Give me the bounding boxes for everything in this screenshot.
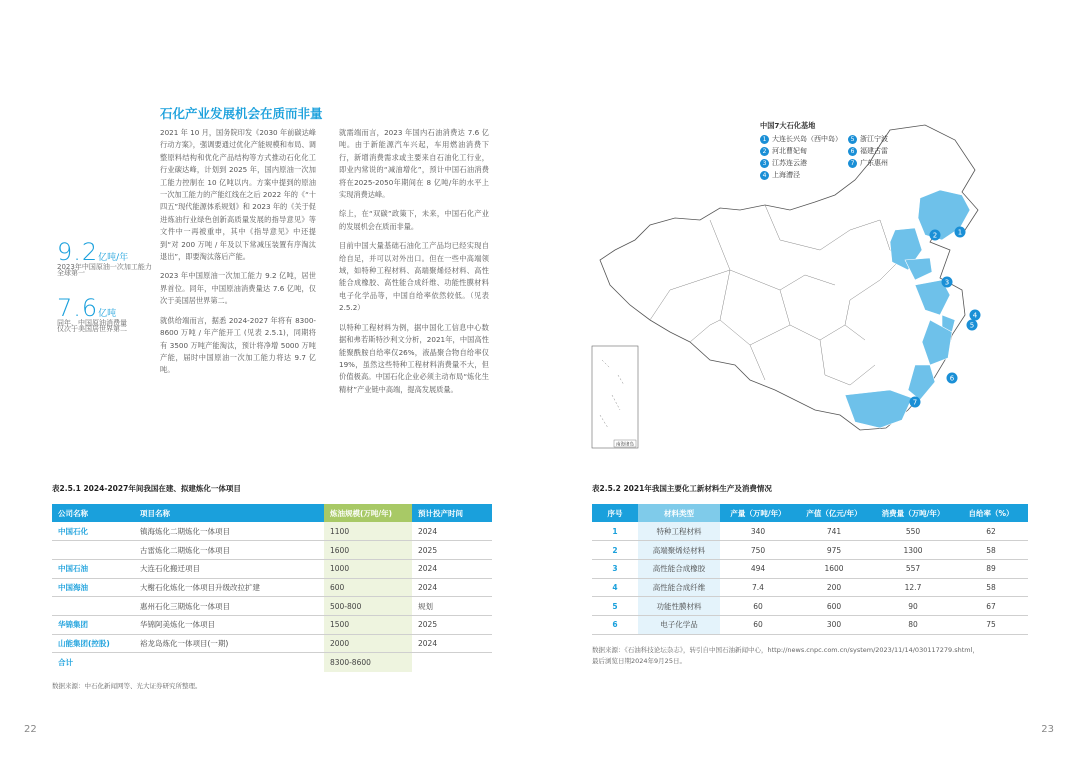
cell-self-sufficiency: 67 <box>954 597 1028 616</box>
cell-capacity: 8300-8600 <box>324 653 412 672</box>
cell-project: 大榭石化炼化一体项目升级改拉扩建 <box>134 578 324 597</box>
south-china-sea-inset <box>592 346 638 448</box>
map-legend <box>760 121 928 180</box>
inset-label: 南海诸岛 <box>616 442 634 448</box>
header-project: 项目名称 <box>134 504 324 522</box>
table-row <box>52 597 492 616</box>
table-header-row <box>592 504 1028 522</box>
paragraph: 就需端而言，2023 年国内石油消费达 7.6 亿吨。由于新能源汽车兴起，车用燃油消费下行，新增消费需求或主要来自石油化工行业，即业内常说的“减油增化”，预计中国石油消费将在2025-2050年期间在 8 亿吨/年的水平上实现消费达峰。 <box>339 128 489 200</box>
cell-material: 特种工程材料 <box>638 522 720 541</box>
paragraph: 2021 年 10 月，国务院印发《2030 年前碳达峰行动方案》，强调要通过优化产能规模和布局、调整原料结构和优化产品结构等方式推动石化化工行业碳达峰，计划到 2025 年，国内原油一次加工能力控制在 10 亿吨以内。方案中提到的原油一次加工能力的产能红线在之后 2022 年的《“十四五”现代能源体系规划》和 2023 年的《关于促进炼油行业绿色创新高质量发展的指导意见》等文件中一再被重申，其中《指导意见》中还提到“对 200 万吨 / 年及以下常减压装置有序淘汰退出”，即要淘汰落后产能。 <box>160 128 316 262</box>
cell-output: 340 <box>720 522 796 541</box>
cell-capacity: 1000 <box>324 559 412 578</box>
cell-output: 750 <box>720 541 796 560</box>
cell-material: 高性能合成纤维 <box>638 578 720 597</box>
table2-source: 数据来源：《石油科技论坛杂志》，转引自中国石油新闻中心，http://news.cnpc.com.cn/system/2023/11/14/030117279.shtml， 最后浏览日期2024年9月25日。 <box>592 646 979 665</box>
table2-caption: 表2.5.2 2021年我国主要化工新材料生产及消费情况 <box>592 484 772 493</box>
cell-capacity: 500-800 <box>324 597 412 616</box>
cell-value: 600 <box>796 597 872 616</box>
cell-self-sufficiency: 75 <box>954 615 1028 634</box>
text-column-left <box>160 127 316 384</box>
legend-item: 6 福建古雷 <box>848 146 928 156</box>
table-row <box>52 634 492 653</box>
legend-item: 5 浙江宁波 <box>848 134 928 144</box>
cell-material: 高端聚烯烃材料 <box>638 541 720 560</box>
cell-consumption: 80 <box>872 615 954 634</box>
cell-capacity: 1500 <box>324 615 412 634</box>
cell-project: 裕龙岛炼化一体项目(一期) <box>134 634 324 653</box>
cell-material: 电子化学品 <box>638 615 720 634</box>
cell-company: 中国石化 <box>52 522 134 541</box>
svg-text:1: 1 <box>957 228 963 237</box>
table-row <box>592 541 1028 560</box>
cell-date: 2024 <box>412 578 492 597</box>
table-row <box>592 615 1028 634</box>
cell-output: 60 <box>720 597 796 616</box>
section-title: 石化产业发展机会在质而非量 <box>160 106 323 121</box>
cell-date: 2024 <box>412 559 492 578</box>
cell-self-sufficiency: 62 <box>954 522 1028 541</box>
cell-index: 2 <box>592 541 638 560</box>
stat-oil-consumption <box>57 294 127 334</box>
stat-unit: 亿吨/年 <box>98 253 129 263</box>
stat-desc: 2023年中国原油一次加工能力 <box>57 263 152 271</box>
cell-project: 古雷炼化二期炼化一体项目 <box>134 541 324 560</box>
header-index: 序号 <box>592 504 638 522</box>
cell-value: 200 <box>796 578 872 597</box>
table-row <box>592 559 1028 578</box>
cell-material: 高性能合成橡胶 <box>638 559 720 578</box>
legend-item: 4 上海漕泾 <box>760 170 848 180</box>
cell-consumption: 557 <box>872 559 954 578</box>
cell-company <box>52 597 134 616</box>
table1-caption: 表2.5.1 2024-2027年间我国在建、拟建炼化一体项目 <box>52 484 241 493</box>
cell-consumption: 1300 <box>872 541 954 560</box>
cell-project: 惠州石化三期炼化一体项目 <box>134 597 324 616</box>
stat-number: 9.2 <box>57 238 99 266</box>
svg-text:4: 4 <box>972 311 978 320</box>
cell-consumption: 90 <box>872 597 954 616</box>
cell-project: 大连石化搬迁项目 <box>134 559 324 578</box>
cell-value: 975 <box>796 541 872 560</box>
stat-desc: 仅次于美国居世界第二 <box>57 325 127 333</box>
table-row <box>52 522 492 541</box>
header-value: 产值（亿元/年） <box>796 504 872 522</box>
table-row <box>52 541 492 560</box>
paragraph: 综上，在“双碳”政策下，未来，中国石化产业的发展机会在质而非量。 <box>339 209 489 231</box>
paragraph: 目前中国大量基础石油化工产品均已经实现自给自足，并可以对外出口。但在一些中高端领域，如特种工程材料、高端聚烯烃材料、高性能合成橡胶、高性能合成纤维、功能性膜材料电子化学品等，中国自给率依然较低。（见表2.5.2） <box>339 241 489 313</box>
cell-capacity: 2000 <box>324 634 412 653</box>
table-row <box>592 522 1028 541</box>
svg-text:7: 7 <box>912 398 918 407</box>
cell-date: 2025 <box>412 615 492 634</box>
cell-index: 3 <box>592 559 638 578</box>
table-refinery-projects <box>52 504 492 672</box>
cell-date: 2025 <box>412 541 492 560</box>
legend-title: 中国7大石化基地 <box>760 121 816 130</box>
svg-text:2: 2 <box>932 231 938 240</box>
cell-company: 中国石油 <box>52 559 134 578</box>
page-number-right: 23 <box>1041 724 1054 735</box>
cell-material: 功能性膜材料 <box>638 597 720 616</box>
cell-date: 2024 <box>412 522 492 541</box>
stat-unit: 亿吨 <box>98 309 117 319</box>
cell-date: 2024 <box>412 634 492 653</box>
cell-date <box>412 653 492 672</box>
table-row <box>592 578 1028 597</box>
cell-capacity: 1100 <box>324 522 412 541</box>
header-company: 公司名称 <box>52 504 134 522</box>
text-column-right <box>339 127 489 403</box>
cell-self-sufficiency: 89 <box>954 559 1028 578</box>
svg-text:5: 5 <box>969 321 975 330</box>
header-output: 产量（万吨/年） <box>720 504 796 522</box>
header-material: 材料类型 <box>638 504 720 522</box>
header-capacity: 炼油规模(万吨/年) <box>324 504 412 522</box>
cell-index: 6 <box>592 615 638 634</box>
table-new-materials <box>592 504 1028 635</box>
cell-company: 山能集团(控股) <box>52 634 134 653</box>
cell-output: 7.4 <box>720 578 796 597</box>
cell-self-sufficiency: 58 <box>954 541 1028 560</box>
legend-item: 7 广东惠州 <box>848 158 928 168</box>
cell-output: 494 <box>720 559 796 578</box>
cell-capacity: 600 <box>324 578 412 597</box>
table-row <box>52 559 492 578</box>
paragraph: 就供给端而言，据悉 2024-2027 年将有 8300-8600 万吨 / 年产能开工 (见表 2.5.1)，同期将有 3500 万吨产能淘汰，预计将净增 5000 万吨产能，届时中国原油一次加工能力将达 9.7 亿吨。 <box>160 315 316 375</box>
header-self-sufficiency: 自给率（%） <box>954 504 1028 522</box>
svg-text:3: 3 <box>944 278 950 287</box>
cell-self-sufficiency: 58 <box>954 578 1028 597</box>
cell-project: 镇海炼化二期炼化一体项目 <box>134 522 324 541</box>
cell-consumption: 550 <box>872 522 954 541</box>
table-row <box>52 653 492 672</box>
legend-item: 2 河北曹妃甸 <box>760 146 848 156</box>
table1-source: 数据来源：中石化新闻网等、光大证券研究所整理。 <box>52 682 202 690</box>
cell-project: 华锦阿美炼化一体项目 <box>134 615 324 634</box>
table-header-row <box>52 504 492 522</box>
legend-item: 3 江苏连云港 <box>760 158 848 168</box>
cell-index: 4 <box>592 578 638 597</box>
header-start-date: 预计投产时间 <box>412 504 492 522</box>
cell-value: 741 <box>796 522 872 541</box>
cell-index: 1 <box>592 522 638 541</box>
legend-item: 1 大连长兴岛（西中岛） <box>760 134 848 144</box>
cell-index: 5 <box>592 597 638 616</box>
paragraph: 以特种工程材料为例，据中国化工信息中心数据和弗若斯特沙利文分析，2021年，中国高性能聚酰胺自给率仅26%，液晶聚合物自给率仅19%，虽然这些特种工程材料消费量不大，但价值极高。中国石化企业必须主动布局“炼化生精材”产业链中高端，提高发展质量。 <box>339 322 489 394</box>
cell-company: 合计 <box>58 657 73 667</box>
stat-number: 7.6 <box>57 294 99 322</box>
stat-refining-capacity <box>57 238 152 278</box>
cell-company: 华锦集团 <box>52 615 134 634</box>
cell-consumption: 12.7 <box>872 578 954 597</box>
cell-company: 中国海油 <box>52 578 134 597</box>
cell-project <box>134 653 324 672</box>
cell-company <box>52 541 134 560</box>
cell-capacity: 1600 <box>324 541 412 560</box>
cell-date: 规划 <box>412 597 492 616</box>
cell-value: 1600 <box>796 559 872 578</box>
svg-text:6: 6 <box>949 374 955 383</box>
cell-output: 60 <box>720 615 796 634</box>
paragraph: 2023 年中国原油一次加工能力 9.2 亿吨，居世界首位。同年，中国原油消费量达 7.6 亿吨，仅次于美国居世界第二。 <box>160 271 316 306</box>
table-row <box>52 615 492 634</box>
table-row <box>52 578 492 597</box>
stat-desc: 同年，中国原油消费量 <box>57 319 127 327</box>
page-number-left: 22 <box>24 724 37 735</box>
header-consumption: 消费量（万吨/年） <box>872 504 954 522</box>
cell-value: 300 <box>796 615 872 634</box>
stat-desc: 全球第一 <box>57 269 85 277</box>
table-row <box>592 597 1028 616</box>
